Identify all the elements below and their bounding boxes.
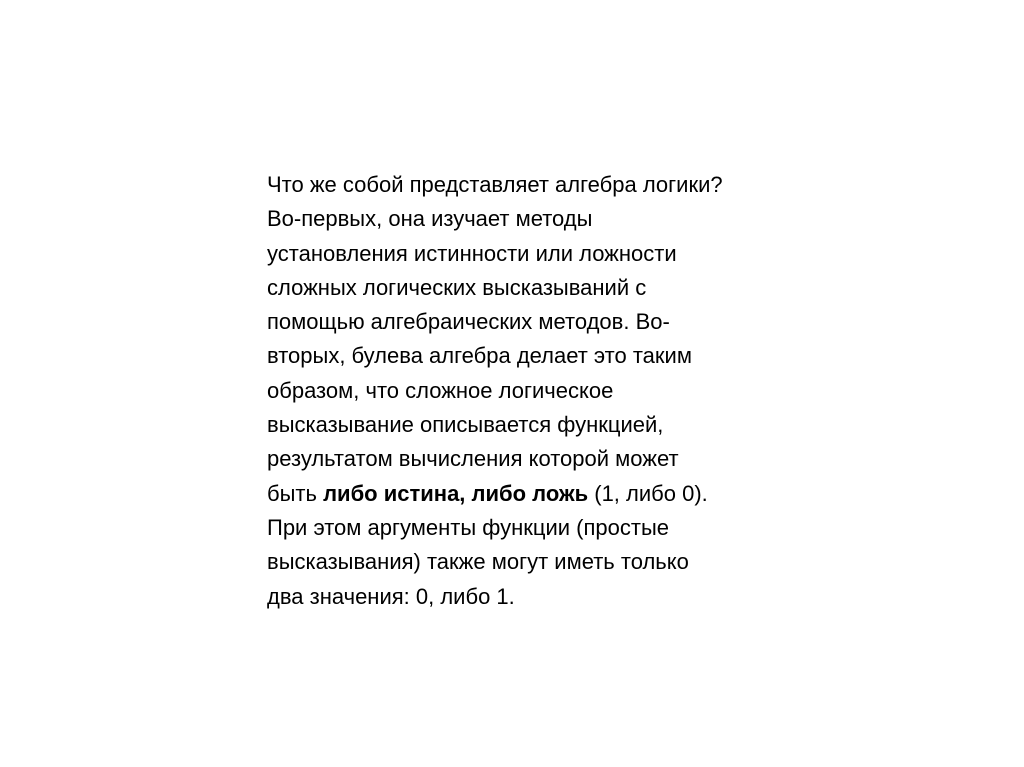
text-line: высказывание описывается функцией, bbox=[267, 412, 664, 438]
text-line: вторых, булева алгебра делает это таким bbox=[267, 343, 692, 369]
text-line-suffix: (1, либо 0). bbox=[588, 480, 708, 506]
text-line: образом, что сложное логическое bbox=[267, 377, 614, 403]
text-line-with-emphasis bbox=[267, 477, 767, 511]
text-line: При этом аргументы функции (простые bbox=[267, 514, 670, 540]
text-line: два значения: 0, либо 1. bbox=[267, 583, 515, 609]
text-line-prefix: быть bbox=[267, 480, 324, 506]
text-line: Во-первых, она изучает методы bbox=[267, 206, 593, 232]
emphasized-text: либо истина, либо ложь bbox=[323, 480, 589, 506]
text-line: Что же собой представляет алгебра логики? bbox=[267, 172, 723, 197]
text-line: высказывания) также могут иметь только bbox=[267, 549, 689, 575]
text-line: установления истинности или ложности bbox=[267, 240, 677, 266]
text-line: результатом вычисления которой может bbox=[267, 446, 679, 472]
body-text bbox=[267, 168, 767, 614]
text-line: сложных логических высказываний с bbox=[267, 274, 647, 300]
text-line: помощью алгебраических методов. Во- bbox=[267, 309, 670, 335]
